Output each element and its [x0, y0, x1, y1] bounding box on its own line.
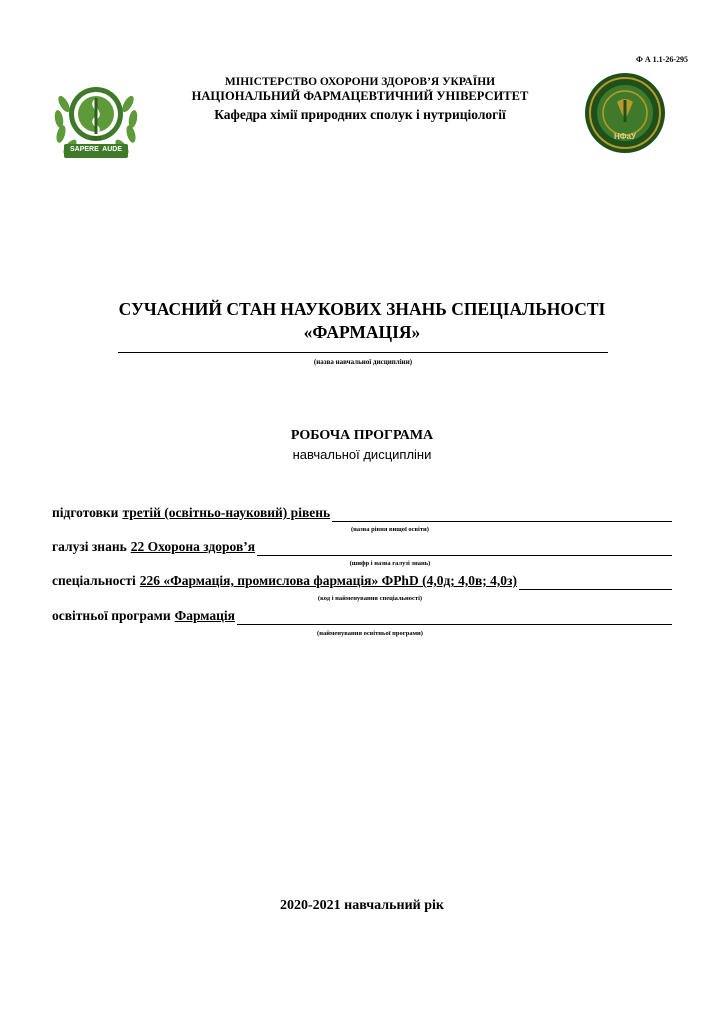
field-branch-value: 22 Охорона здоров’я	[130, 539, 256, 554]
field-level-label: підготовки	[52, 505, 119, 520]
field-branch-line	[257, 541, 672, 556]
field-specialty	[52, 572, 672, 590]
field-program-caption: (найменування освітньої програми)	[317, 630, 423, 637]
discipline-title	[60, 298, 664, 344]
field-specialty-caption: (код і найменування спеціальності)	[317, 595, 423, 602]
document-header	[150, 75, 570, 124]
university-emblem-left	[50, 74, 142, 166]
field-level-caption: (назва рівня вищої освіти)	[351, 526, 429, 533]
logo-motto-left: SAPERE	[70, 146, 99, 153]
field-program-value: Фармація	[174, 608, 235, 623]
field-program-line	[237, 610, 672, 625]
field-branch-caption: (шифр і назва галузі знань)	[349, 560, 431, 567]
field-program	[52, 607, 672, 625]
title-underline	[118, 352, 608, 353]
document-code: Ф А 1.1-26-295	[636, 55, 688, 64]
field-program-label: освітньої програми	[52, 608, 171, 623]
university-seal-right	[584, 72, 666, 154]
academic-year: 2020-2021 навчальний рік	[280, 898, 444, 913]
field-specialty-label: спеціальності	[52, 573, 136, 588]
field-branch-label: галузі знань	[52, 539, 127, 554]
logo-year: 1805	[90, 136, 102, 142]
seal-icon	[584, 72, 666, 154]
discipline-title-line-2: «ФАРМАЦІЯ»	[303, 321, 421, 342]
field-level-line	[332, 507, 672, 522]
program-title: РОБОЧА ПРОГРАМА	[290, 428, 434, 443]
discipline-title-line-1: СУЧАСНИЙ СТАН НАУКОВИХ ЗНАНЬ СПЕЦІАЛЬНОСТІ	[118, 299, 606, 319]
university-name: НАЦІОНАЛЬНИЙ ФАРМАЦЕВТИЧНИЙ УНІВЕРСИТЕТ	[191, 89, 529, 104]
seal-monogram: НФаУ	[613, 132, 637, 141]
field-level	[52, 504, 672, 522]
ministry-name: МІНІСТЕРСТВО ОХОРОНИ ЗДОРОВ’Я УКРАЇНИ	[224, 76, 496, 88]
title-caption: (назва навчальної дисципліни)	[313, 358, 413, 366]
program-subtitle: навчальної дисципліни	[292, 447, 432, 462]
field-specialty-line	[519, 575, 672, 590]
department-name: Кафедра хімії природних сполук і нутриціології	[214, 107, 506, 122]
field-branch	[52, 538, 672, 556]
field-specialty-value: 226 «Фармація, промислова фармація» ФPhD (4,0д; 4,0в; 4,0з)	[139, 573, 517, 588]
field-level-value: третій (освітньо-науковий) рівень	[122, 505, 331, 520]
logo-motto-right: AUDE	[102, 146, 122, 153]
